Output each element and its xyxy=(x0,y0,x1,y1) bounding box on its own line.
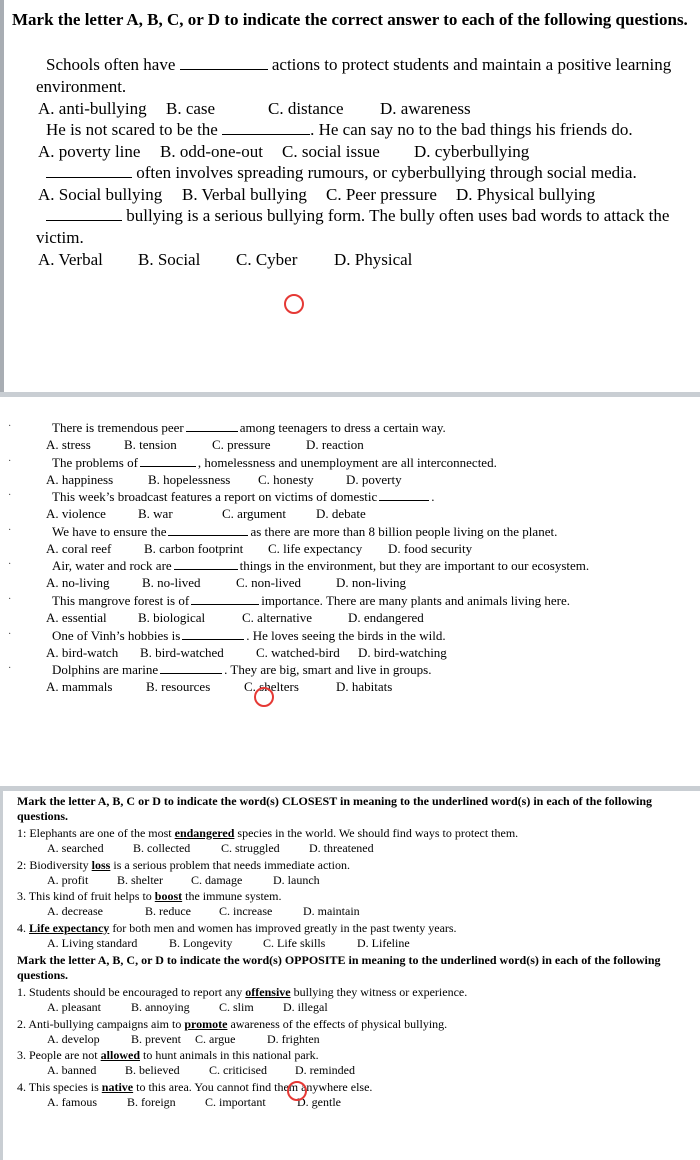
opposite-question-2: 2. Anti-bullying campaigns aim to promote awareness of the effects of physical bullying. xyxy=(17,1016,448,1031)
answer-circle-mark xyxy=(287,1081,307,1101)
option-a: A. banned xyxy=(47,1063,97,1077)
option-a: A. no-living xyxy=(46,575,110,591)
section-3 xyxy=(0,791,700,1160)
answer-blank xyxy=(160,661,222,674)
question-3: often involves spreading rumours, or cyberbullying through social media. xyxy=(46,162,700,183)
answer-blank xyxy=(180,57,268,70)
option-a: A. pleasant xyxy=(47,1000,101,1014)
closest-question-4: 4. Life expectancy for both men and women has improved greatly in the past twenty years. xyxy=(17,920,457,935)
answer-blank xyxy=(46,208,122,221)
question-6: This mangrove forest is of importance. There are many plants and animals living here. xyxy=(52,593,570,608)
question-4: We have to ensure the as there are more than 8 billion people living on the planet. xyxy=(52,523,558,539)
option-d: D. food security xyxy=(388,540,473,556)
option-d: D. launch xyxy=(273,872,320,887)
option-d: D. non-living xyxy=(336,575,407,591)
closest-question-1: 1: Elephants are one of the most endangered species in the world. We should find ways to protect them. xyxy=(17,826,519,840)
option-a: A. coral reef xyxy=(46,540,112,556)
option-c: C. Life skills xyxy=(263,935,326,950)
opposite-question-4: 4. This species is native to this area. You cannot find them anywhere else. xyxy=(17,1079,373,1094)
question-3: This week’s broadcast features a report on victims of domestic . xyxy=(52,489,435,505)
option-a: A. profit xyxy=(47,872,89,887)
option-a: A. violence xyxy=(46,506,106,522)
option-b: B. hopelessness xyxy=(148,471,231,487)
option-b: B. bird-watched xyxy=(140,644,224,660)
option-b: B. reduce xyxy=(145,904,191,918)
option-b: B. resources xyxy=(146,679,211,695)
answer-blank xyxy=(168,523,248,536)
margin-mark: · xyxy=(8,663,12,675)
question-4: bullying is a serious bullying form. The bully often uses bad words to attack the xyxy=(46,205,700,226)
option-a: A. famous xyxy=(47,1094,97,1109)
option-c: C. life expectancy xyxy=(268,540,363,556)
option-c: C. watched-bird xyxy=(256,644,340,660)
closest-question-2: 2: Biodiversity loss is a serious problem that needs immediate action. xyxy=(17,857,350,872)
option-b: B. prevent xyxy=(131,1031,181,1046)
option-d: D. reminded xyxy=(295,1063,355,1077)
option-b: B. war xyxy=(138,506,173,522)
option-d: D. bird-watching xyxy=(358,644,447,660)
answer-blank xyxy=(182,627,244,640)
opposite-question-1: 1. Students should be encouraged to report any offensive bullying they witness or experience. xyxy=(17,985,468,999)
option-c: C. criticised xyxy=(209,1063,267,1077)
option-d: D. habitats xyxy=(336,679,393,695)
option-c: C. increase xyxy=(219,904,273,918)
answer-circle-mark xyxy=(254,687,274,707)
option-b: B. shelter xyxy=(117,872,163,887)
question-8: Dolphins are marine . They are big, smart and live in groups. xyxy=(52,662,432,678)
option-d: D. threatened xyxy=(309,841,374,855)
question-7: One of Vinh’s hobbies is . He loves seeing the birds in the wild. xyxy=(52,627,446,643)
option-c: C. argument xyxy=(222,506,287,522)
margin-mark: · xyxy=(8,559,12,571)
answer-blank xyxy=(222,122,310,135)
option-c: C. pressure xyxy=(212,437,271,452)
option-a: A. Living standard xyxy=(47,935,138,950)
option-c: C. honesty xyxy=(258,471,314,487)
option-b: B. carbon footprint xyxy=(144,540,244,556)
option-a: A. bird-watch xyxy=(46,644,119,660)
option-c: C. shelters xyxy=(244,679,299,695)
section-2 xyxy=(0,397,700,786)
question-1: Schools often have actions to protect students and maintain a positive learning xyxy=(46,55,672,74)
closest-question-3: 3. This kind of fruit helps to boost the immune system. xyxy=(17,889,282,903)
option-b: B. biological xyxy=(138,610,206,625)
option-c: C. alternative xyxy=(242,610,313,625)
option-a: A. develop xyxy=(47,1031,100,1046)
margin-mark: · xyxy=(8,594,12,605)
option-a: A. stress xyxy=(46,437,91,452)
option-c: C. slim xyxy=(219,1000,254,1014)
option-b: B. believed xyxy=(125,1063,180,1077)
option-c: C. damage xyxy=(191,872,243,887)
option-d: D. poverty xyxy=(346,471,402,487)
option-d: D. reaction xyxy=(306,437,364,452)
margin-mark: · xyxy=(8,524,12,536)
question-2: He is not scared to be the . He can say no to the bad things his friends do. xyxy=(46,120,633,139)
option-d: D. Lifeline xyxy=(357,935,410,950)
margin-mark: · xyxy=(8,455,12,467)
opposite-question-3: 3. People are not allowed to hunt animals in this national park. xyxy=(17,1048,319,1062)
option-b: B. collected xyxy=(133,841,191,855)
option-d: D. debate xyxy=(316,506,366,522)
answer-blank xyxy=(191,592,259,605)
option-b: B. tension xyxy=(124,437,177,452)
question-1: There is tremendous peer among teenagers to dress a certain way. xyxy=(52,420,446,435)
option-c: C. argue xyxy=(195,1031,236,1046)
closest-heading: Mark the letter A, B, C or D to indicate the word(s) CLOSEST in meaning to the underlined word(s) in each of the following questions. xyxy=(17,794,652,823)
question-5: Air, water and rock are things in the environment, but they are important to our ecosystem. xyxy=(52,558,590,574)
answer-blank xyxy=(379,488,429,501)
option-d: D. endangered xyxy=(348,610,424,625)
answer-blank xyxy=(140,454,196,467)
margin-mark: · xyxy=(8,421,12,432)
margin-mark: · xyxy=(8,490,12,502)
option-d: D. illegal xyxy=(283,1000,328,1014)
option-d: D. maintain xyxy=(303,904,360,918)
option-c: C. non-lived xyxy=(236,575,301,591)
option-a: A. happiness xyxy=(46,471,114,487)
option-b: B. annoying xyxy=(131,1000,190,1014)
answer-blank xyxy=(186,419,238,432)
option-a: A. searched xyxy=(47,841,104,855)
option-b: B. Longevity xyxy=(169,935,233,950)
option-d: D. gentle xyxy=(297,1094,341,1109)
option-a: A. decrease xyxy=(47,904,103,918)
option-d: D. frighten xyxy=(267,1031,320,1046)
question-2: The problems of , homelessness and unemployment are all interconnected. xyxy=(52,454,497,470)
margin-mark: · xyxy=(8,628,12,640)
section-1-heading: Mark the letter A, B, C, or D to indicate the correct answer to each of the following questions. xyxy=(12,10,688,29)
option-a: A. mammals xyxy=(46,679,113,695)
answer-blank xyxy=(174,557,238,570)
option-c: C. struggled xyxy=(221,841,280,855)
answer-blank xyxy=(46,165,132,178)
option-a: A. essential xyxy=(46,610,107,625)
answer-circle-mark xyxy=(284,294,304,314)
option-b: B. no-lived xyxy=(142,575,201,591)
opposite-heading: Mark the letter A, B, C, or D to indicate the word(s) OPPOSITE in meaning to the underlined word(s) in each of the following questions. xyxy=(17,953,661,982)
option-c: C. important xyxy=(205,1094,266,1109)
section-1: Mark the letter A, B, C, or D to indicate the correct answer to each of the following questions. Schools often have actions to protect students and maintain a positive learning environment. A. anti-bullying B. case C. distance D. awareness He is not scared to be the . He can say no to the bad things his friends do. A. poverty line B. odd-one-out C. social issue D. cyberbullying often involves spreading rumours, or cyberbullying through social media. A. Social bullying B. Verbal bullying C. Peer pressure D. Physical bullying bullying is a serious bullying form. The bully often uses bad words to attack the victim. A. Verbal B. Social C. Cyber D. Physical xyxy=(0,0,700,392)
option-b: B. foreign xyxy=(127,1094,176,1109)
